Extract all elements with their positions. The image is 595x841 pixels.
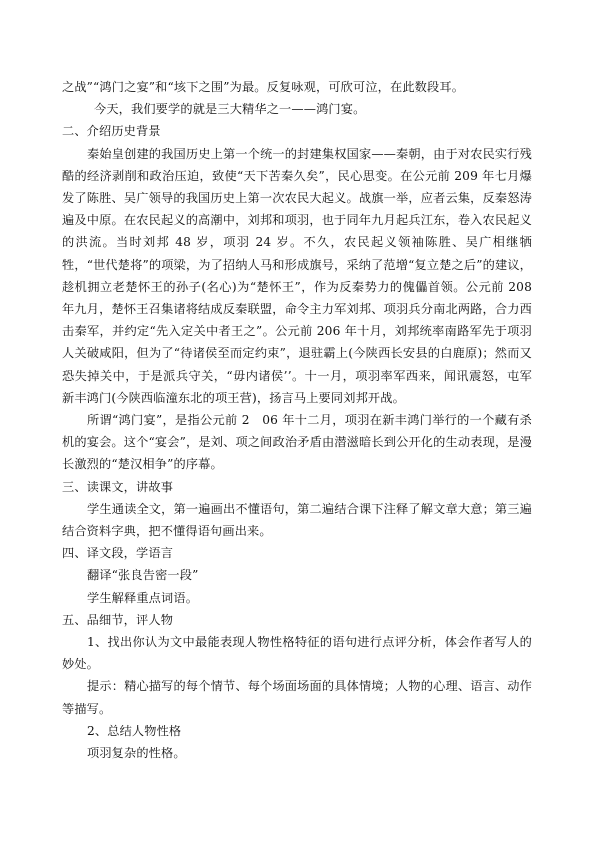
characters-hint: 提示：精心描写的每个情节、每个场面场面的具体情境；人物的心理、语言、动作等描写。: [62, 679, 532, 716]
document-body: [62, 76, 532, 764]
translate-line-2: 学生解释重点词语。: [87, 590, 199, 605]
history-background-paragraph: 秦始皇创建的我国历史上第一个统一的封建集权国家——秦朝，由于对农民实行残酷的经济剥削和政治压迫，致使“天下苦秦久矣”，民心思变。在公元前 209 年七月爆发了陈胜、吴广领导的我国历史上第一次农民大起义。战旗一举，应者云集，反秦怒涛遍及中原。在农民起义的高潮中，刘邦和项羽，也于同年九月起兵江东，卷入农民起义的洪流。当时刘邦 48 岁，项羽 24 岁。不久，农民起义领袖陈胜、吴广相继牺牲，“世代楚将”的项梁，为了招纳人马和形成旗号，采纳了范增“复立楚之后”的建议，趁机拥立老楚怀王的孙子(名心)为“楚怀王”，作为反秦势力的傀儡首领。公元前 208 年九月，楚怀王召集诸将结成反秦联盟，命令主力军刘邦、项羽兵分南北两路，合力西击秦军，并约定“先入定关中者王之”。公元前 206 年十月，刘邦统率南路军先于项羽人关破咸阳，但为了“待诸侯至而定约束”，退驻霸上(今陕西长安县的白鹿原)；然而又恐失掉关中，于是派兵守关，“毋内诸侯’’。十一月，项羽率军西来，闻讯震怒，屯军新丰鸿门(今陕西临潼东北的项王营)，扬言马上要同刘邦开战。: [62, 146, 532, 405]
section-heading-translate: 四、译文段，学语言: [62, 546, 174, 561]
intro-carryover-paragraph: 之战”“鸿门之宴”和“垓下之围”为最。反复咏观，可欣可泣，在此数段耳。: [62, 80, 465, 94]
section-heading-history-background: 二、介绍历史背景: [62, 124, 161, 139]
read-text-paragraph: 学生通读全文，第一遍画出不懂语句，第二遍结合课下注释了解文章大意；第三遍结合资料字典，把不懂得语句画出来。: [62, 501, 532, 539]
section-heading-characters: 五、品细节，评人物: [62, 612, 174, 627]
characters-item-2: 2、总结人物性格: [87, 723, 182, 738]
translate-line-1: 翻译“张良告密一段”: [87, 568, 199, 583]
section-heading-read-text: 三、读课文，讲故事: [62, 479, 174, 494]
intro-today-paragraph: 今天，我们要学的就是三大精华之一——鸿门宴。: [94, 102, 366, 117]
hongmen-feast-definition-paragraph: 所谓“鸿门宴”，是指公元前 2 06 年十二月，项羽在新丰鸿门举行的一个藏有杀机的宴会。这个“宴会”，是刘、项之间政治矛盾由潜滋暗长到公开化的生动表现，是漫长激烈的“楚汉相争”的序幕。: [62, 413, 532, 472]
characters-item-1: 1、找出你认为文中最能表现人物性格特征的语句进行点评分析，体会作者写人的妙处。: [62, 635, 532, 672]
characters-item-2-text: 项羽复杂的性格。: [87, 746, 186, 761]
